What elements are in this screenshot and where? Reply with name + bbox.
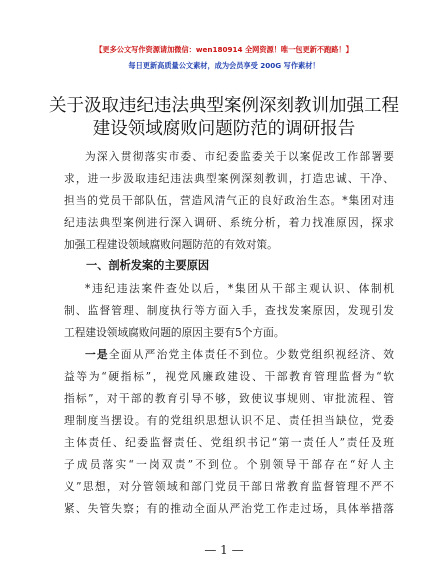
intro-line: 担当的党员干部队伍，营造风清气正的良好政治生态。*集团对违 (64, 194, 394, 207)
section-heading: 一、剖析发案的主要原因 (86, 259, 210, 272)
intro-line: 纪违法典型案例进行深入调研、系统分析，着力找准原因，探求 (64, 216, 394, 229)
point-one-line: 紧、失管失察；有的推动全面从严治党工作走过场，具体举措落 (64, 502, 394, 515)
intro-line: 为深入贯彻落实市委、市纪委监委关于以案促改工作部署要 (85, 150, 394, 163)
point-one-line: 主体责任、纪委监督责任、党组织书记“第一责任人”责任及班 (64, 436, 394, 449)
promo-banner-bottom: 每日更新高质量公文素材，成为会员享受 200G 写作素材！ (128, 61, 320, 70)
document-title-line-2: 建设领域腐败问题防范的调研报告 (92, 119, 356, 139)
section-para-line: *违纪违法案件查处以后，*集团从干部主观认识、体制机 (85, 282, 394, 295)
point-one-line: 理制度当摆设。有的党组织思想认识不足、责任担当缺位，党委 (64, 414, 394, 427)
page-number: — 1 — (204, 543, 244, 557)
intro-line: 加强工程建设领域腐败问题防范的有效对策。 (64, 238, 278, 251)
intro-line: 求，进一步汲取违纪违法典型案例深刻教训，打造忠诚、干净、 (64, 172, 394, 185)
section-para-line: 工程建设领域腐败问题的原因主要有5个方面。 (64, 326, 285, 339)
point-one-line: 子成员落实“一岗双责”不到位。个别领导干部存在“好人主 (64, 458, 394, 471)
document-title-line-1: 关于汲取违纪违法典型案例深刻教训加强工程 (49, 96, 399, 116)
point-one-line: 指标”，对干部的教育引导不够，致使议事规则、审批流程、管 (64, 392, 394, 405)
point-one-first-line (85, 348, 394, 362)
promo-banner-top: 【更多公文写作资源请加微信：wen180914 全网资源！唯一包更新不跑路！】 (95, 45, 353, 54)
point-one-first-text: 全面从严治党主体责任不到位。少数党组织视经济、效 (108, 348, 394, 361)
section-para-line: 制、监督管理、制度执行等方面入手，查找发案原因，发现引发 (64, 304, 394, 317)
point-one-line: 益等为“硬指标”，视党风廉政建设、干部教育管理监督为“软 (64, 370, 394, 383)
point-one-line: 义”思想，对分管领域和部门党员干部日常教育监督管理不严不 (64, 480, 394, 493)
point-lead: 一是 (85, 348, 109, 361)
